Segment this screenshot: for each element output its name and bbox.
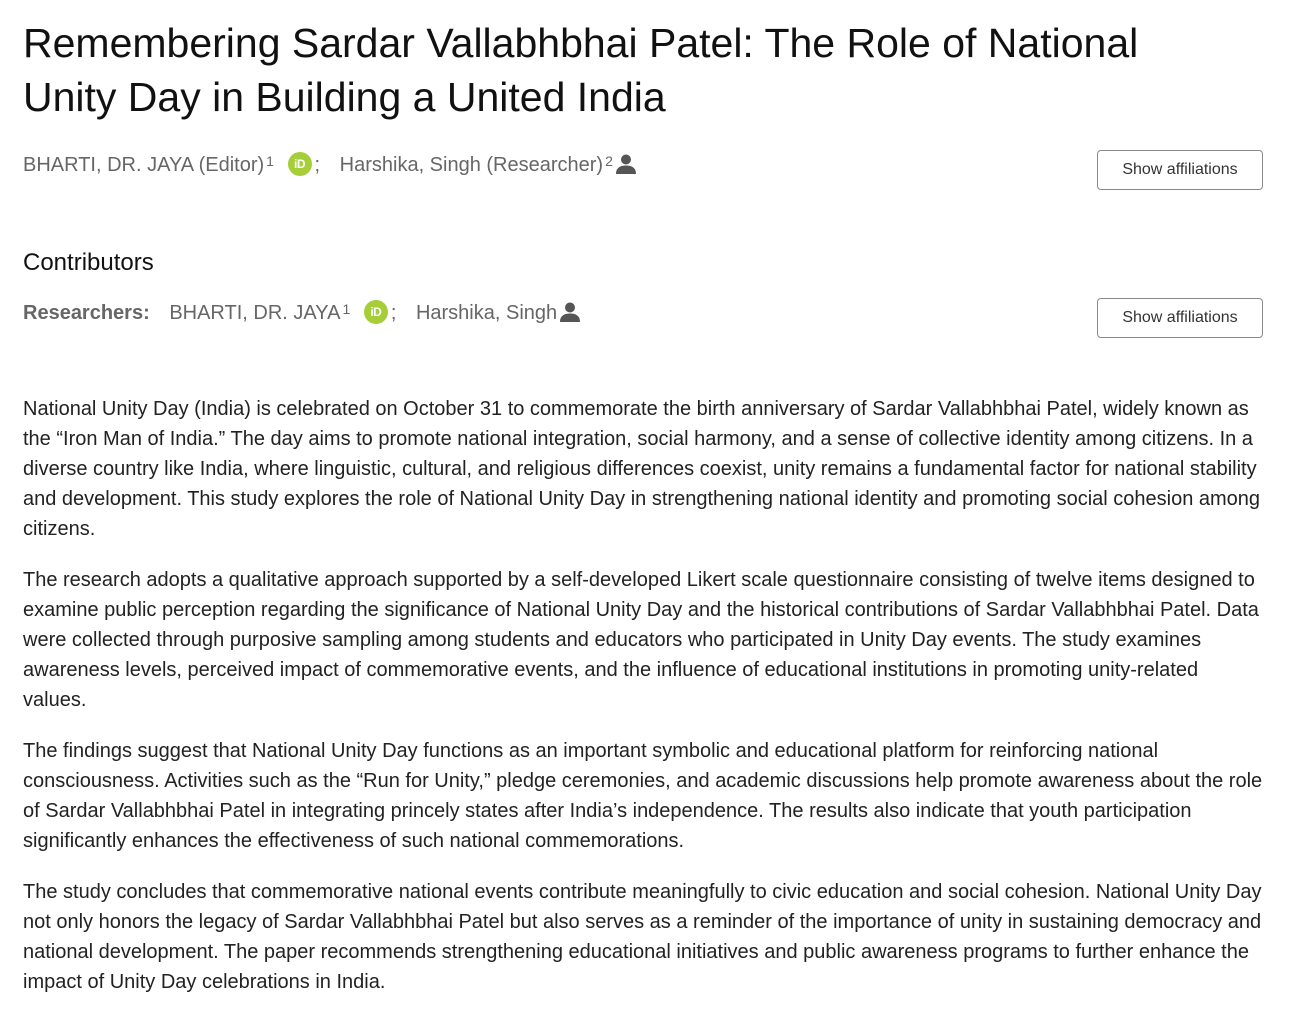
record-page [23,0,1263,1018]
person-icon [615,153,637,175]
creators-list [23,150,1263,178]
role-label: Researchers: [23,302,150,324]
abstract-paragraph: National Unity Day (India) is celebrated on October 31 to commemorate the birth anniversary of Sardar Vallabhbhai Patel, widely known as the “Iron Man of India.” The day aims to promote national integration, social harmony, and a sense of collective identity among citizens. In a diverse country like India, where linguistic, cultural, and religious differences coexist, unity remains a fundamental factor for national stability and development. This study explores the role of National Unity Day in strengthening national identity and promoting social cohesion among citizens. [23,398,1261,540]
creators-row [23,150,1263,192]
orcid-icon[interactable]: iD [364,300,388,324]
separator: ; [390,302,397,324]
contributors-row [23,298,1263,340]
affiliation-number: 1 [266,153,274,169]
separator: ; [314,154,321,176]
contributor-link[interactable]: Harshika, Singh [415,302,558,324]
affiliation-number: 1 [342,301,351,317]
contributors-list [23,298,1263,326]
abstract-paragraph: The findings suggest that National Unity Day functions as an important symbolic and educational platform for reinforcing national consciousness. Activities such as the “Run for Unity,” pledge ceremonies, and academic discussions help promote awareness about the role of Sardar Vallabhbhai Patel in integrating princely states after India’s independence. The results also indicate that youth participation significantly enhances the effectiveness of such national commemorations. [23,740,1263,852]
abstract-paragraph: The research adopts a qualitative approach supported by a self-developed Likert scale questionnaire consisting of twelve items designed to examine public perception regarding the significance of National Unity Day and the historical contributions of Sardar Vallabhbhai Patel. Data were collected through purposive sampling among students and educators who participated in Unity Day events. The study examines awareness levels, perceived impact of commemorative events, and the influence of educational institutions in promoting unity-related values. [23,569,1259,711]
creator-link[interactable]: BHARTI, DR. JAYA (Editor) [23,154,265,176]
affiliation-number: 2 [605,153,613,169]
orcid-icon[interactable]: iD [288,152,312,176]
record-title: Remembering Sardar Vallabhbhai Patel: The Role of National Unity Day in Building a United India [23,20,1139,120]
abstract-paragraph: The study concludes that commemorative national events contribute meaningfully to civic education and social cohesion. National Unity Day not only honors the legacy of Sardar Vallabhbhai Patel but also serves as a reminder of the importance of unity in sustaining democracy and national development. The paper recommends strengthening educational initiatives and public awareness programs to further enhance the impact of Unity Day celebrations in India. [23,881,1262,993]
creator-link[interactable]: Harshika, Singh (Researcher) [339,154,604,176]
contributor-link[interactable]: BHARTI, DR. JAYA [169,302,341,324]
person-icon [559,301,581,323]
contributors-heading: Contributors [23,249,154,276]
show-affiliations-button[interactable]: Show affiliations [1097,150,1263,190]
show-affiliations-button[interactable]: Show affiliations [1097,298,1263,338]
abstract [23,394,1263,997]
